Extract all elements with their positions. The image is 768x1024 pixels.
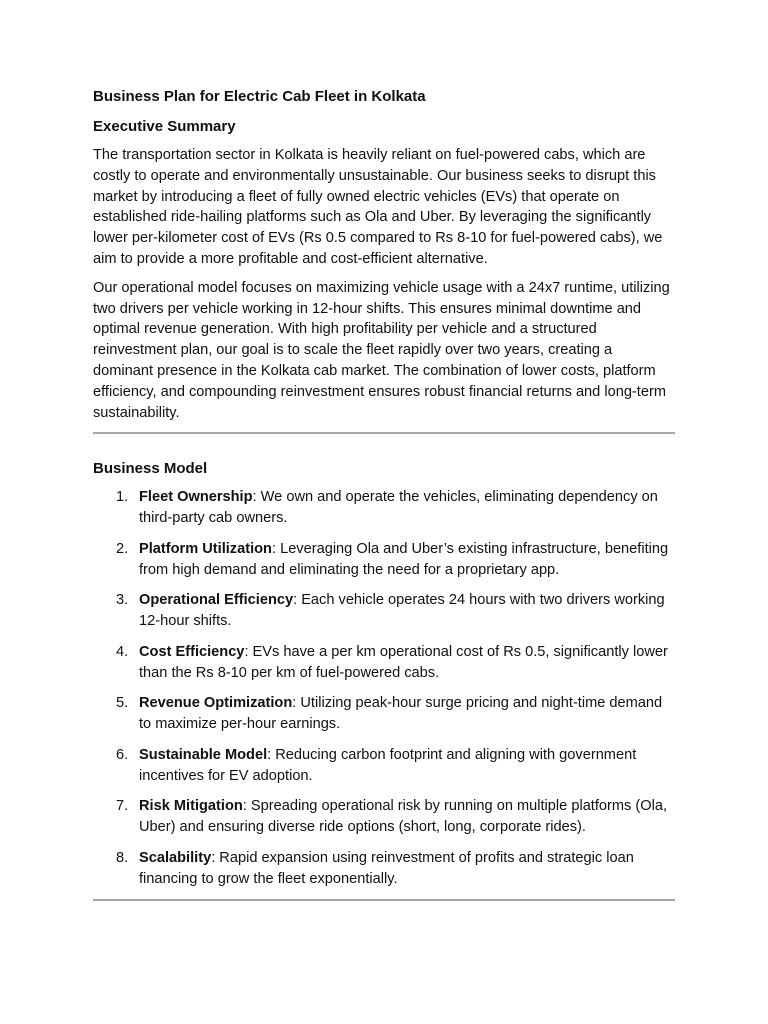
section-divider (93, 899, 675, 901)
executive-summary-paragraph-2: Our operational model focuses on maximizing vehicle usage with a 24x7 runtime, utilizing two drivers per vehicle working in 12-hour shifts. This ensures minimal downtime and optimal revenue generation. With high profitability per vehicle and a structured reinvestment plan, our goal is to scale the fleet rapidly over two years, creating a dominant presence in the Kolkata cab market. The combination of lower costs, platform efficiency, and compounding reinvestment ensures robust financial returns and long-term sustainability. (93, 279, 670, 421)
list-item-term: Platform Utilization (139, 540, 272, 557)
list-item-number: 6. (116, 746, 129, 763)
list-item (93, 487, 675, 529)
list-item-number: 5. (116, 695, 129, 712)
business-model-list (93, 487, 675, 889)
list-item-text: : We own and operate the vehicles, eliminating dependency on third-party cab owners. (139, 489, 658, 527)
list-item (93, 848, 675, 890)
list-item-text: : Spreading operational risk by running on multiple platforms (Ola, Uber) and ensuring diverse ride options (short, long, corporate rides). (139, 798, 668, 836)
list-item-term: Operational Efficiency (139, 592, 294, 609)
list-item-term: Fleet Ownership (139, 489, 253, 506)
list-item (93, 590, 675, 632)
executive-summary-paragraph-1: The transportation sector in Kolkata is heavily reliant on fuel-powered cabs, which are costly to operate and environmentally unsustainable. Our business seeks to disrupt this market by introducing a fleet of fully owned electric vehicles (EVs) that operate on established ride-hailing platforms such as Ola and Uber. By leveraging the significantly lower per-kilometer cost of EVs (Rs 0.5 compared to Rs 8-10 for fuel-powered cabs), we aim to provide a more profitable and cost-efficient alternative. (93, 147, 663, 267)
list-item-text: : Each vehicle operates 24 hours with two drivers working 12-hour shifts. (139, 592, 665, 630)
document-page (93, 86, 675, 901)
section-divider (93, 432, 675, 434)
list-item (93, 539, 675, 581)
list-item-number: 8. (116, 849, 129, 866)
list-item-text: : Leveraging Ola and Uber’s existing infrastructure, benefiting from high demand and eliminating the need for a proprietary app. (139, 540, 669, 578)
list-item-term: Revenue Optimization (139, 695, 293, 712)
executive-summary-heading: Executive Summary (93, 118, 236, 135)
list-item-text: : Rapid expansion using reinvestment of profits and strategic loan financing to grow the fleet exponentially. (139, 849, 634, 887)
list-item (93, 693, 675, 735)
list-item (93, 745, 675, 787)
list-item (93, 796, 675, 838)
list-item-number: 7. (116, 798, 129, 815)
list-item-text: : Utilizing peak-hour surge pricing and night-time demand to maximize per-hour earnings. (139, 695, 663, 733)
list-item-number: 2. (116, 540, 129, 557)
document-title: Business Plan for Electric Cab Fleet in Kolkata (93, 88, 426, 105)
list-item-number: 4. (116, 643, 129, 660)
list-item-text: : EVs have a per km operational cost of Rs 0.5, significantly lower than the Rs 8-10 per km of fuel-powered cabs. (139, 643, 668, 681)
list-item-term: Cost Efficiency (139, 643, 245, 660)
list-item-term: Risk Mitigation (139, 798, 243, 815)
list-item-number: 3. (116, 592, 129, 609)
business-model-heading: Business Model (93, 460, 208, 478)
list-item (93, 642, 675, 684)
list-item-text: : Reducing carbon footprint and aligning with government incentives for EV adoption. (139, 746, 637, 784)
list-item-term: Scalability (139, 849, 212, 866)
list-item-term: Sustainable Model (139, 746, 268, 763)
list-item-number: 1. (116, 489, 129, 506)
